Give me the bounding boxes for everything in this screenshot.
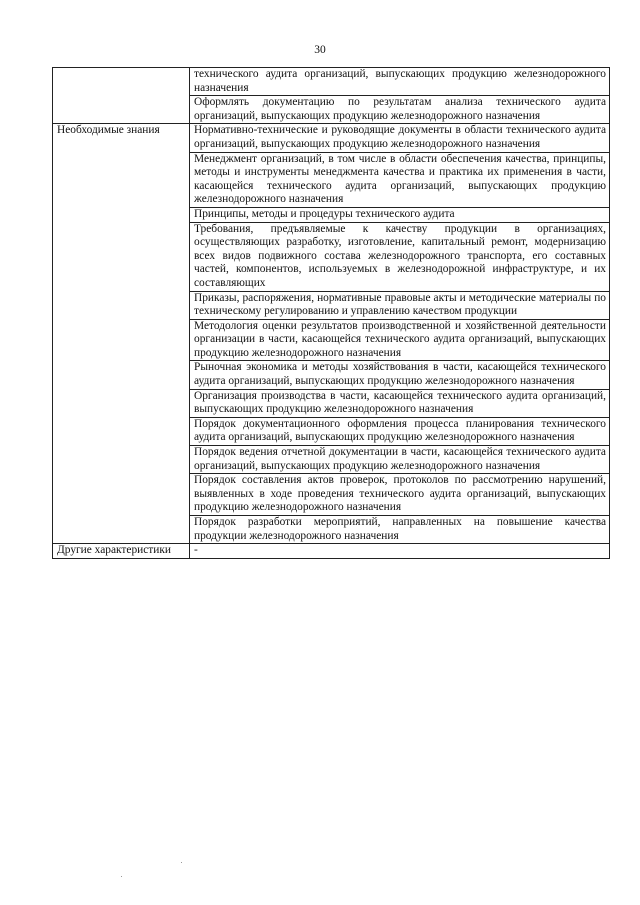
requirement-item: Оформлять документацию по результатам анализа технического аудита организаций, выпускающих продукцию железнодорожного назначения [190,96,610,124]
row-label-cell [53,544,190,559]
table-row [53,544,610,559]
requirement-item: Методология оценки результатов производственной и хозяйственной деятельности организации в части, касающейся технического аудита организаций, выпускающих продукцию железнодорожного назначения [190,319,610,361]
requirement-item: Менеджмент организаций, в том числе в области обеспечения качества, принципы, методы и инструменты менеджмента качества и практика их применения в части, касающейся технического аудита организаций, выпускающих продукцию железнодорожного назначения [190,152,610,207]
row-label-cell [53,124,190,544]
requirement-item: Порядок разработки мероприятий, направленных на повышение качества продукции железнодорожного назначения [190,516,610,544]
row-label: Другие характеристики [57,544,172,557]
requirement-item: технического аудита организаций, выпускающих продукцию железнодорожного назначения [190,68,610,96]
requirement-item: Порядок составления актов проверок, протоколов по рассмотрению нарушений, выявленных в ходе проведения технического аудита организаций, выпускающих продукцию железнодорожного назначения [190,474,610,516]
qualification-table-body [53,68,610,559]
scan-artifact [181,862,182,863]
requirement-item: Требования, предъявляемые к качеству продукции в организациях, осуществляющих разработку, изготовление, капитальный ремонт, модернизацию всех видов подвижного состава железнодорожного транспорта, его составных частей, компонентов, используемых в железнодорожной инфраструктуре, и их составляющих [190,222,610,291]
row-label-cell [53,68,190,124]
requirement-item: Порядок ведения отчетной документации в части, касающейся технического аудита организаций, выпускающих продукцию железнодорожного назначения [190,446,610,474]
requirement-item: Рыночная экономика и методы хозяйствования в части, касающейся технического аудита организаций, выпускающих продукцию железнодорожного назначения [190,361,610,389]
requirement-item: Нормативно-технические и руководящие документы в области технического аудита организаций, выпускающих продукцию железнодорожного назначения [190,124,610,152]
requirement-item: Принципы, методы и процедуры технического аудита [190,207,610,222]
requirement-item: Порядок документационного оформления процесса планирования технического аудита организаций, выпускающих продукцию железнодорожного назначения [190,417,610,445]
qualification-table [52,67,610,559]
scan-artifact [121,876,122,877]
row-label: Необходимые знания [57,124,160,137]
requirement-item: Приказы, распоряжения, нормативные правовые акты и методические материалы по техническому регулированию и управлению качеством продукции [190,291,610,319]
table-row [53,124,610,152]
requirement-item: Организация производства в части, касающейся технического аудита организаций, выпускающих продукцию железнодорожного назначения [190,389,610,417]
requirement-item: - [190,544,610,559]
table-row [53,68,610,96]
page-number: 30 [314,44,326,56]
